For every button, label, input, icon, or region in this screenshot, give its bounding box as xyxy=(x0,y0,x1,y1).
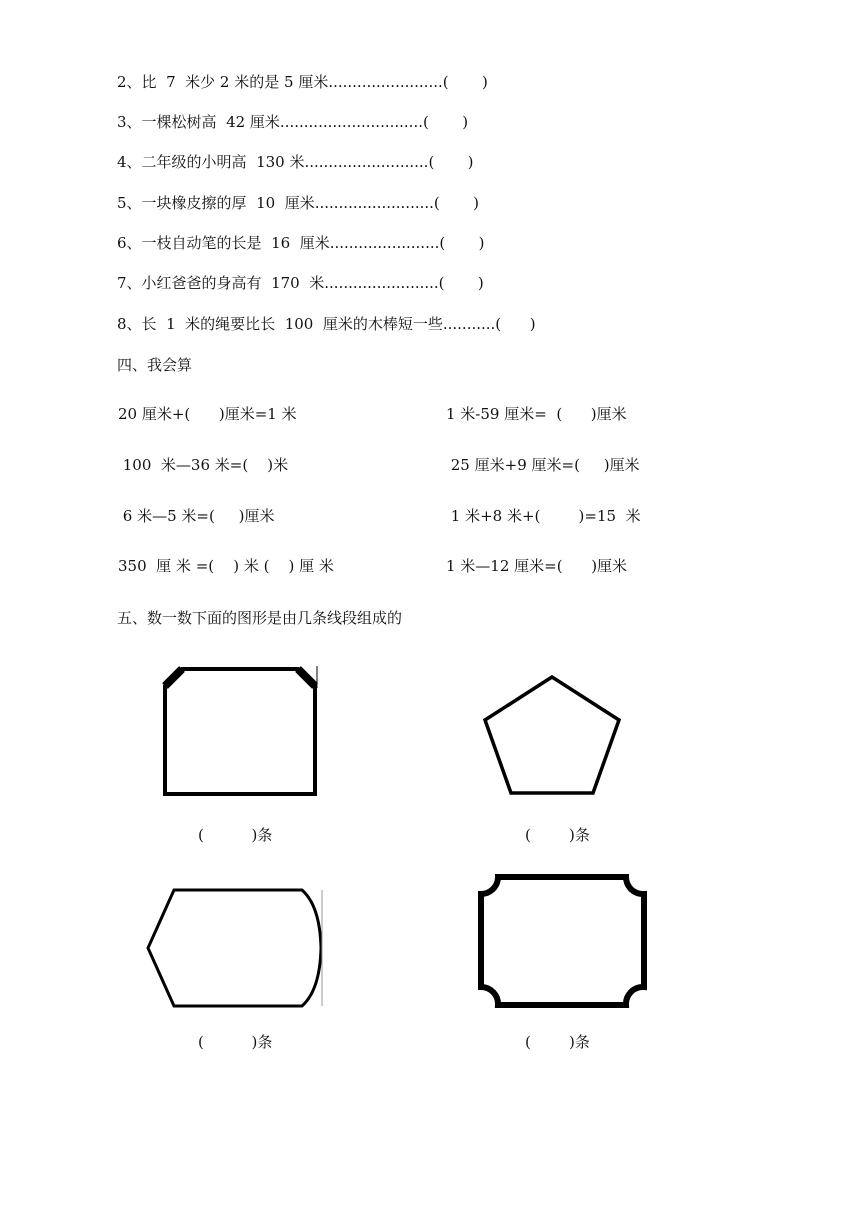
calc-item: 350 厘 米 =( ) 米 ( ) 厘 米 xyxy=(118,557,334,575)
calc-item: 25 厘米+9 厘米=( )厘米 xyxy=(446,456,640,474)
judgement-item: 4、二年级的小明高 130 米..........................( ) xyxy=(117,153,474,171)
judgement-item: 3、一棵松树高 42 厘米..............................( ) xyxy=(117,113,469,131)
judgement-item: 7、小红爸爸的身高有 170 米........................( ) xyxy=(117,274,484,292)
answer-caption: ( )条 xyxy=(198,826,273,844)
calc-item: 1 米+8 米+( )=15 米 xyxy=(446,507,641,525)
judgement-item: 6、一枝自动笔的长是 16 厘米.......................( ) xyxy=(117,234,485,252)
calc-item: 1 米-59 厘米= ( )厘米 xyxy=(446,405,627,423)
shape-chamfered-rectangle xyxy=(160,664,320,800)
shape-pentagon xyxy=(480,672,624,798)
shape-curved-hexagon xyxy=(144,886,326,1012)
section5-title: 五、数一数下面的图形是由几条线段组成的 xyxy=(117,609,403,627)
calc-item: 100 米—36 米=( )米 xyxy=(118,456,289,474)
judgement-item: 5、一块橡皮擦的厚 10 厘米.........................( ) xyxy=(117,194,479,212)
judgement-item: 8、长 1 米的绳要比长 100 厘米的木棒短一些...........( ) xyxy=(117,315,536,333)
answer-caption: ( )条 xyxy=(525,1033,590,1051)
answer-caption: ( )条 xyxy=(525,826,590,844)
calc-item: 6 米—5 米=( )厘米 xyxy=(118,507,275,525)
calc-item: 20 厘米+( )厘米=1 米 xyxy=(118,405,297,423)
section4-title: 四、我会算 xyxy=(117,356,193,374)
answer-caption: ( )条 xyxy=(198,1033,273,1051)
judgement-item: 2、比 7 米少 2 米的是 5 厘米........................( ) xyxy=(117,73,488,91)
shape-concave-corner-rectangle xyxy=(476,872,650,1012)
calc-item: 1 米—12 厘米=( )厘米 xyxy=(446,557,628,575)
